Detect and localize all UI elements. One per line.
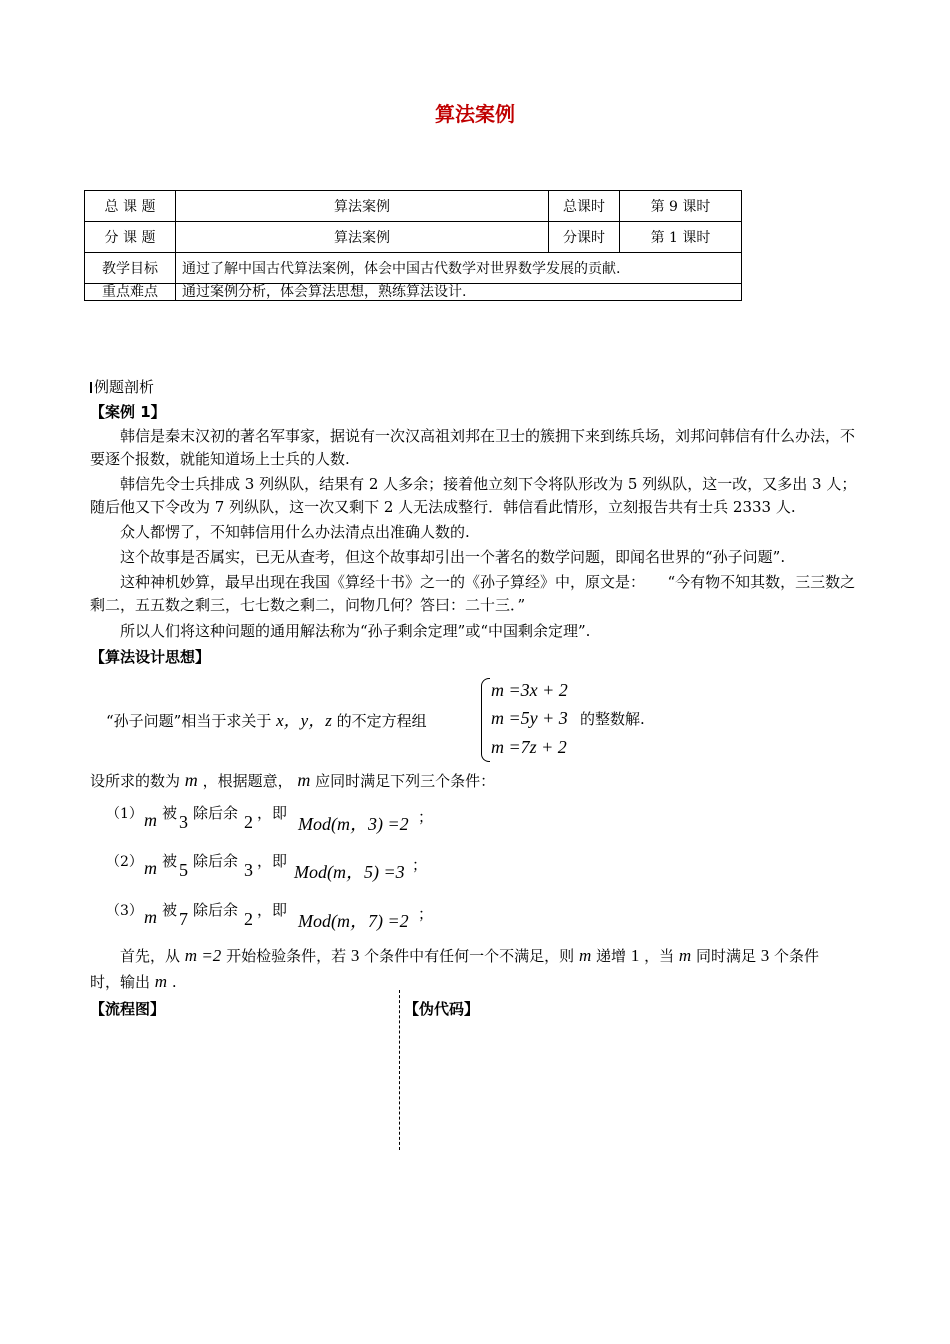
text: 应同时满足下列三个条件：: [315, 772, 496, 790]
text: ；: [418, 905, 434, 923]
condition-number: （1）: [106, 806, 143, 822]
course-info-table: [84, 190, 742, 301]
var-m: m: [144, 907, 157, 927]
number: 3: [350, 946, 360, 965]
paragraph: 这种神机妙算，最早出现在我国《算经十书》之一的《孙子算经》中，原文是： “今有物不知其数，三三数之剩二，五五数之剩三，七七数之剩二，问物几何？答曰：二十三．”: [90, 573, 856, 614]
table-cell: 算法案例: [176, 191, 549, 222]
table-row: [85, 191, 742, 222]
goal-label: 教学目标: [85, 253, 176, 284]
number: 1: [630, 946, 640, 965]
mod-expression: Mod(m，3) =2: [298, 814, 409, 834]
table-row: [85, 253, 742, 284]
remainder: 3: [244, 860, 253, 880]
var-m: m: [297, 770, 311, 790]
divisor: 5: [179, 860, 188, 880]
condition-intro: [90, 770, 495, 791]
equation: m =7z + 2: [491, 737, 567, 757]
paragraph: 韩信先令士兵排成 3 列纵队，结果有 2 人多余；接着他立刻下令将队形改为 5 列纵队，这一改，又多出 3 人；随后他又下令改为 7 列纵队，这一次又剩下 2 人无法成整行．韩信看此情形，立刻报告共有士兵 2333 人.: [90, 475, 857, 516]
text: 除后余: [193, 901, 239, 919]
equation-brace: [481, 678, 490, 762]
condition-number: （2）: [106, 854, 143, 870]
intro-end: 的整数解.: [580, 710, 645, 728]
text: 开始检验条件，若: [226, 947, 347, 965]
key-text: 通过案例分析，体会算法思想，熟练算法设计.: [176, 284, 742, 301]
text: 被: [162, 852, 178, 870]
text: 时，输出: [90, 973, 151, 991]
text: 被: [162, 804, 178, 822]
text: 同时满足: [695, 947, 756, 965]
key-label: 重点难点: [85, 284, 176, 301]
table-cell: 分 课 题: [85, 222, 176, 253]
text: 个条件中有任何一个不满足，则: [364, 947, 575, 965]
text: .: [171, 973, 177, 991]
intro-text: 的不定方程组: [336, 712, 427, 730]
flowchart-heading: 【流程图】: [90, 1000, 166, 1018]
intro-text: “孙子问题”相当于求关于: [106, 712, 272, 730]
text: ，当: [644, 947, 675, 965]
page-title: 算法案例: [435, 102, 515, 126]
table-row: [85, 222, 742, 253]
text: 设所求的数为: [90, 772, 181, 790]
table-cell: 算法案例: [176, 222, 549, 253]
equation: m =5y + 3: [491, 708, 568, 728]
equation: m =3x + 2: [491, 680, 568, 700]
final-line-2: [90, 971, 177, 992]
table-cell: 总课时: [549, 191, 620, 222]
final-line-1: [120, 945, 819, 966]
text: ；: [418, 808, 434, 826]
text: ，即: [257, 804, 288, 822]
var-m: m: [578, 946, 592, 965]
mod-expression: Mod(m，5) =3: [294, 862, 405, 882]
section-heading-text: 例题剖析: [94, 378, 155, 396]
number: 3: [760, 946, 770, 965]
condition-number: （3）: [106, 903, 143, 919]
math-expression: m =2: [184, 946, 222, 965]
divisor: 7: [179, 909, 188, 929]
table-row: [85, 284, 742, 301]
table-cell: 总 课 题: [85, 191, 176, 222]
bullet-mark: [90, 382, 92, 393]
paragraph: 这个故事是否属实，已无从查考，但这个故事却引出一个著名的数学问题，即闻名世界的“孙子问题”.: [120, 548, 786, 566]
paragraph: 所以人们将这种问题的通用解法称为“孙子剩余定理”或“中国剩余定理”.: [120, 622, 591, 640]
var-m: m: [678, 946, 692, 965]
var-m: m: [154, 972, 168, 991]
table-cell: 第 1 课时: [620, 222, 742, 253]
design-intro: [106, 706, 427, 731]
paragraph: 众人都愣了，不知韩信用什么办法清点出准确人数的.: [120, 523, 470, 541]
var-m: m: [184, 770, 198, 790]
pseudocode-heading: 【伪代码】: [404, 1000, 480, 1018]
divisor: 3: [179, 812, 188, 832]
text: ；: [412, 856, 428, 874]
column-divider: [399, 990, 400, 1150]
section-heading: [90, 376, 154, 397]
remainder: 2: [244, 812, 253, 832]
remainder: 2: [244, 909, 253, 929]
paragraph: 韩信是秦末汉初的著名军事家，据说有一次汉高祖刘邦在卫士的簇拥下来到练兵场，刘邦问韩信有什么办法，不要逐个报数，就能知道场上士兵的人数.: [90, 427, 856, 468]
text: 首先，从: [120, 947, 181, 965]
design-heading: 【算法设计思想】: [90, 648, 211, 666]
variables: x，y，z: [276, 711, 332, 730]
text: ，即: [257, 901, 288, 919]
var-m: m: [144, 858, 157, 878]
text: ，即: [257, 852, 288, 870]
mod-expression: Mod(m，7) =2: [298, 911, 409, 931]
case1-heading: 【案例 1】: [90, 403, 166, 421]
table-cell: 分课时: [549, 222, 620, 253]
var-m: m: [144, 810, 157, 830]
table-cell: 第 9 课时: [620, 191, 742, 222]
goal-text: 通过了解中国古代算法案例，体会中国古代数学对世界数学发展的贡献.: [176, 253, 742, 284]
text: 除后余: [193, 804, 239, 822]
text: 递增: [596, 947, 627, 965]
text: 个条件: [774, 947, 820, 965]
text: 被: [162, 901, 178, 919]
text: ，根据题意，: [202, 772, 293, 790]
text: 除后余: [193, 852, 239, 870]
